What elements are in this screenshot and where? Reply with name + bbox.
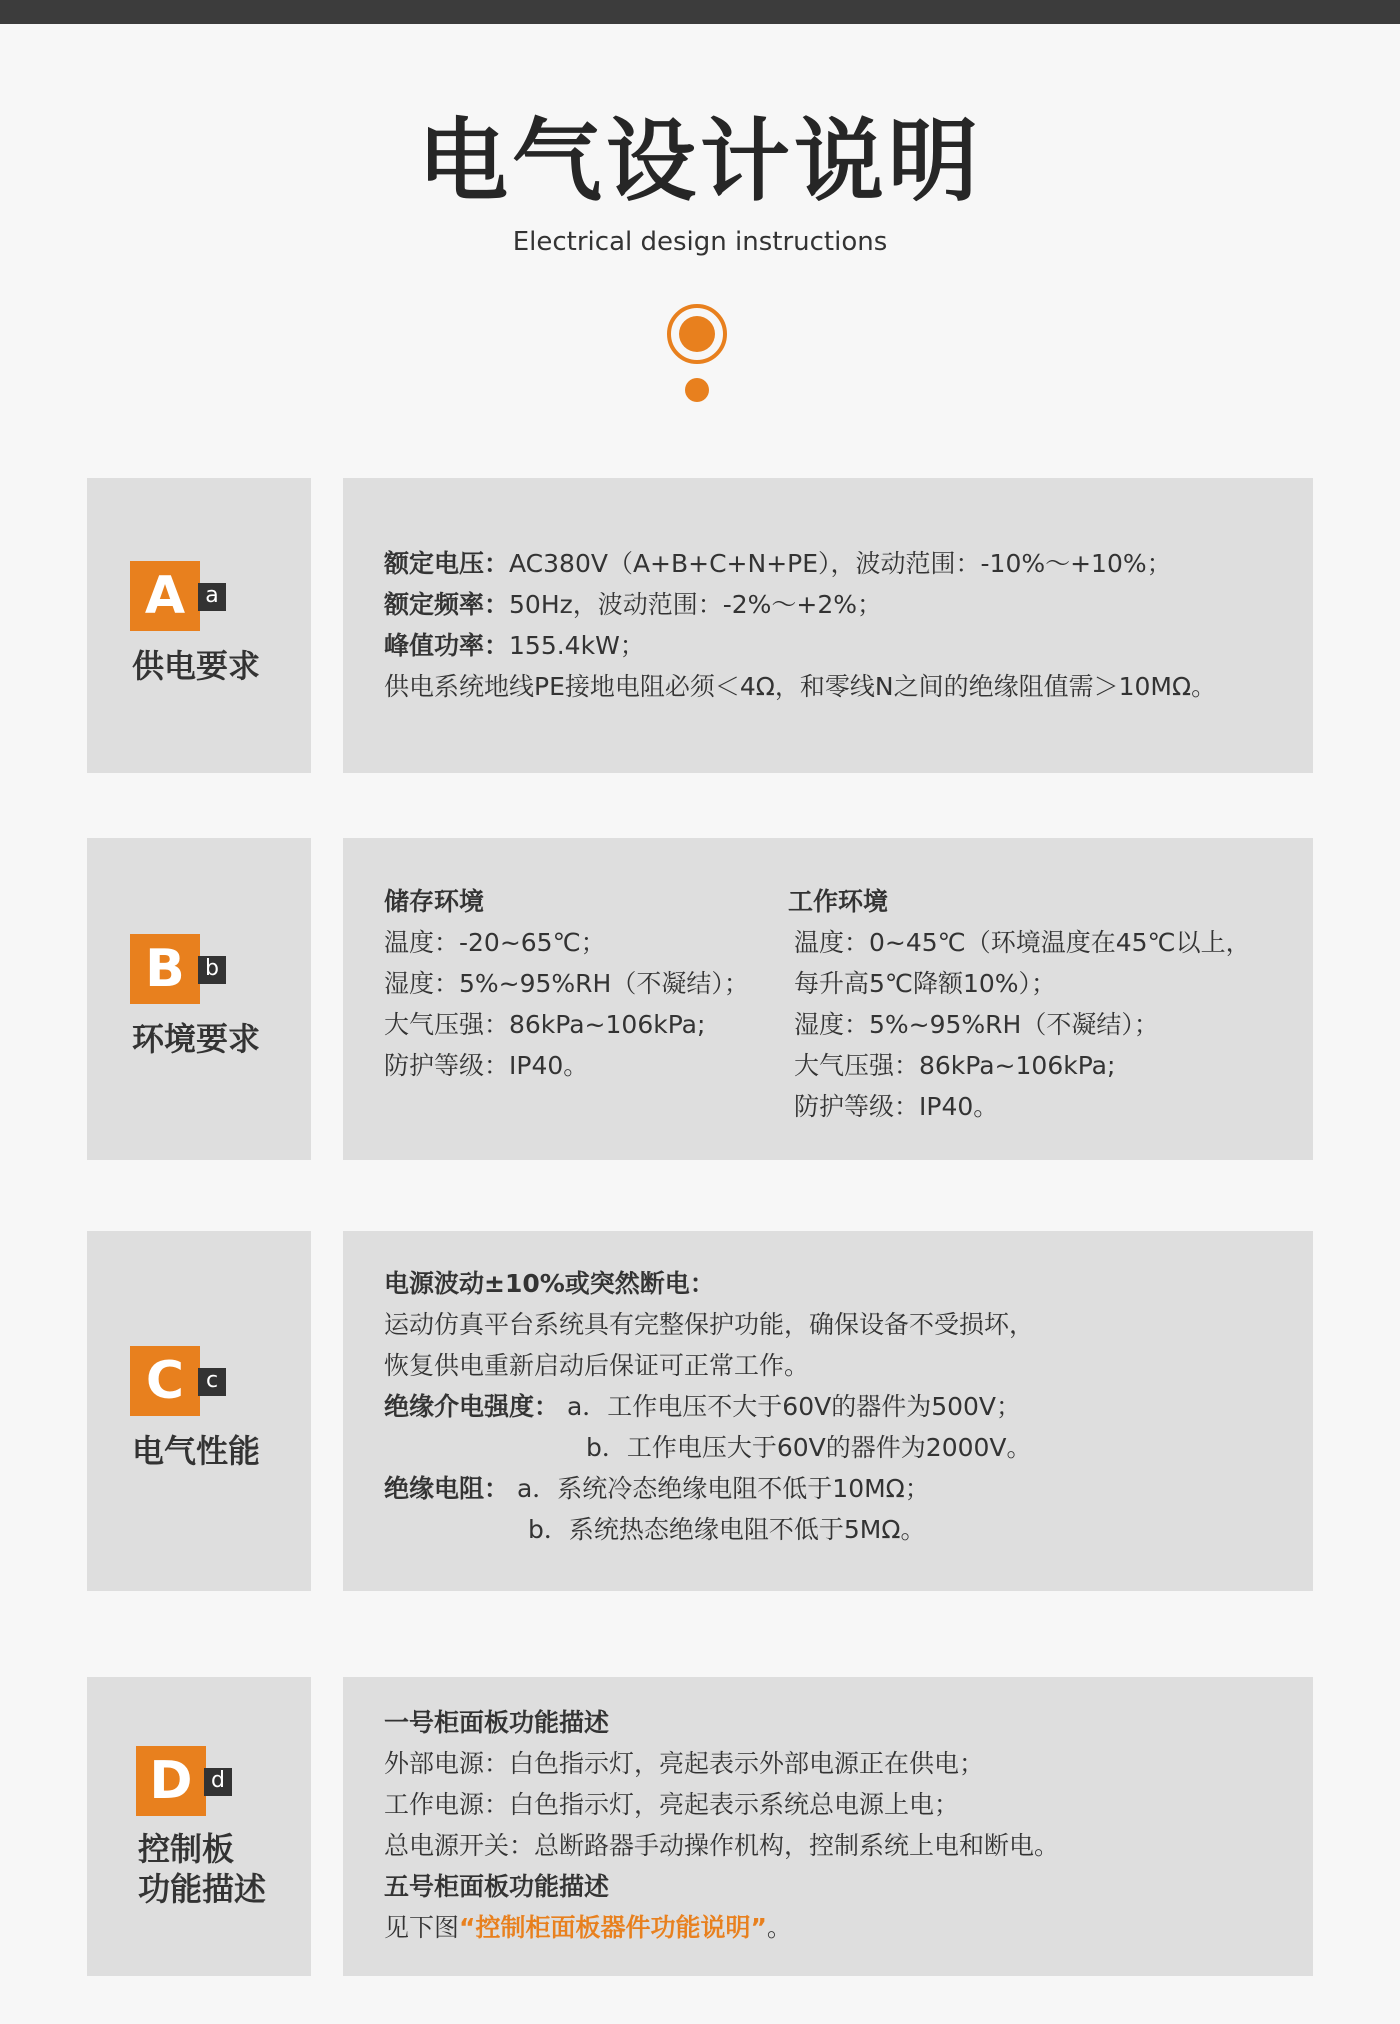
section-d-line: 工作电源：白色指示灯，亮起表示系统总电源上电； bbox=[384, 1790, 960, 1819]
dot-icon bbox=[685, 378, 709, 402]
section-d-line: 一号柜面板功能描述 bbox=[384, 1708, 610, 1737]
working-line: 每升高5℃降额10%）； bbox=[794, 969, 1057, 998]
storage-line: 湿度：5%~95%RH（不凝结）； bbox=[384, 969, 749, 998]
working-line: 大气压强：86kPa~106kPa; bbox=[794, 1051, 1116, 1080]
section-a-line: 额定电压：AC380V（A+B+C+N+PE），波动范围：-10%～+10%； bbox=[384, 549, 1172, 578]
storage-line: 温度：-20~65℃； bbox=[384, 928, 606, 957]
page-title: 电气设计说明 bbox=[418, 109, 982, 214]
ring-icon bbox=[667, 304, 727, 364]
badge-sub-letter: c bbox=[198, 1368, 226, 1396]
storage-line: 防护等级：IP40。 bbox=[384, 1051, 589, 1080]
section-d-line: 总电源开关：总断路器手动操作机构，控制系统上电和断电。 bbox=[384, 1831, 1060, 1860]
working-heading: 工作环境 bbox=[788, 887, 889, 916]
storage-heading: 储存环境 bbox=[384, 887, 485, 916]
section-c-line: 绝缘电阻： a．系统冷态绝缘电阻不低于10MΩ； bbox=[384, 1474, 930, 1503]
section-c-line: 电源波动±10%或突然断电： bbox=[384, 1269, 715, 1298]
section-c-line: 绝缘介电强度： a．工作电压不大于60V的器件为500V； bbox=[384, 1392, 1022, 1421]
section-d-title: 功能描述 bbox=[138, 1870, 267, 1908]
badge-letter: B bbox=[130, 934, 200, 1004]
section-d-line: 外部电源：白色指示灯，亮起表示外部电源正在供电； bbox=[384, 1749, 985, 1778]
section-d-line: 五号柜面板功能描述 bbox=[384, 1872, 610, 1901]
working-line: 温度：0~45℃（环境温度在45℃以上， bbox=[794, 928, 1251, 957]
section-a-line: 额定频率：50Hz，波动范围：-2%～+2%； bbox=[384, 590, 883, 619]
section-d-title: 控制板 bbox=[138, 1830, 235, 1868]
section-c-title: 电气性能 bbox=[132, 1432, 261, 1470]
section-d-badge bbox=[136, 1746, 240, 1816]
section-a-line: 供电系统地线PE接地电阻必须＜4Ω，和零线N之间的绝缘阻值需＞10MΩ。 bbox=[384, 672, 1217, 701]
badge-sub-letter: a bbox=[198, 583, 226, 611]
section-b-badge bbox=[130, 934, 234, 1004]
working-line: 湿度：5%~95%RH（不凝结）； bbox=[794, 1010, 1159, 1039]
section-a-content-panel bbox=[343, 478, 1313, 773]
page-subtitle: Electrical design instructions bbox=[512, 227, 888, 257]
section-d-line: 见下图“控制柜面板器件功能说明”。 bbox=[384, 1913, 792, 1942]
section-a-line: 峰值功率：155.4kW； bbox=[384, 631, 645, 660]
badge-letter: D bbox=[136, 1746, 206, 1816]
badge-letter: C bbox=[130, 1346, 200, 1416]
section-c-line: 运动仿真平台系统具有完整保护功能，确保设备不受损坏， bbox=[384, 1310, 1035, 1339]
highlight-link-text: “控制柜面板器件功能说明” bbox=[459, 1913, 767, 1942]
badge-sub-letter: b bbox=[198, 956, 226, 984]
section-a-badge bbox=[130, 561, 234, 631]
section-c-line: b．系统热态绝缘电阻不低于5MΩ。 bbox=[528, 1515, 926, 1544]
section-c-line: b．工作电压大于60V的器件为2000V。 bbox=[586, 1433, 1032, 1462]
section-a-title: 供电要求 bbox=[132, 647, 261, 685]
working-line: 防护等级：IP40。 bbox=[794, 1092, 999, 1121]
section-c-badge bbox=[130, 1346, 234, 1416]
section-b-title: 环境要求 bbox=[132, 1020, 261, 1058]
badge-letter: A bbox=[130, 561, 200, 631]
badge-sub-letter: d bbox=[204, 1768, 232, 1796]
top-bar bbox=[0, 0, 1400, 24]
section-c-line: 恢复供电重新启动后保证可正常工作。 bbox=[384, 1351, 810, 1380]
storage-line: 大气压强：86kPa~106kPa; bbox=[384, 1010, 706, 1039]
section-d-label-panel bbox=[87, 1677, 311, 1976]
